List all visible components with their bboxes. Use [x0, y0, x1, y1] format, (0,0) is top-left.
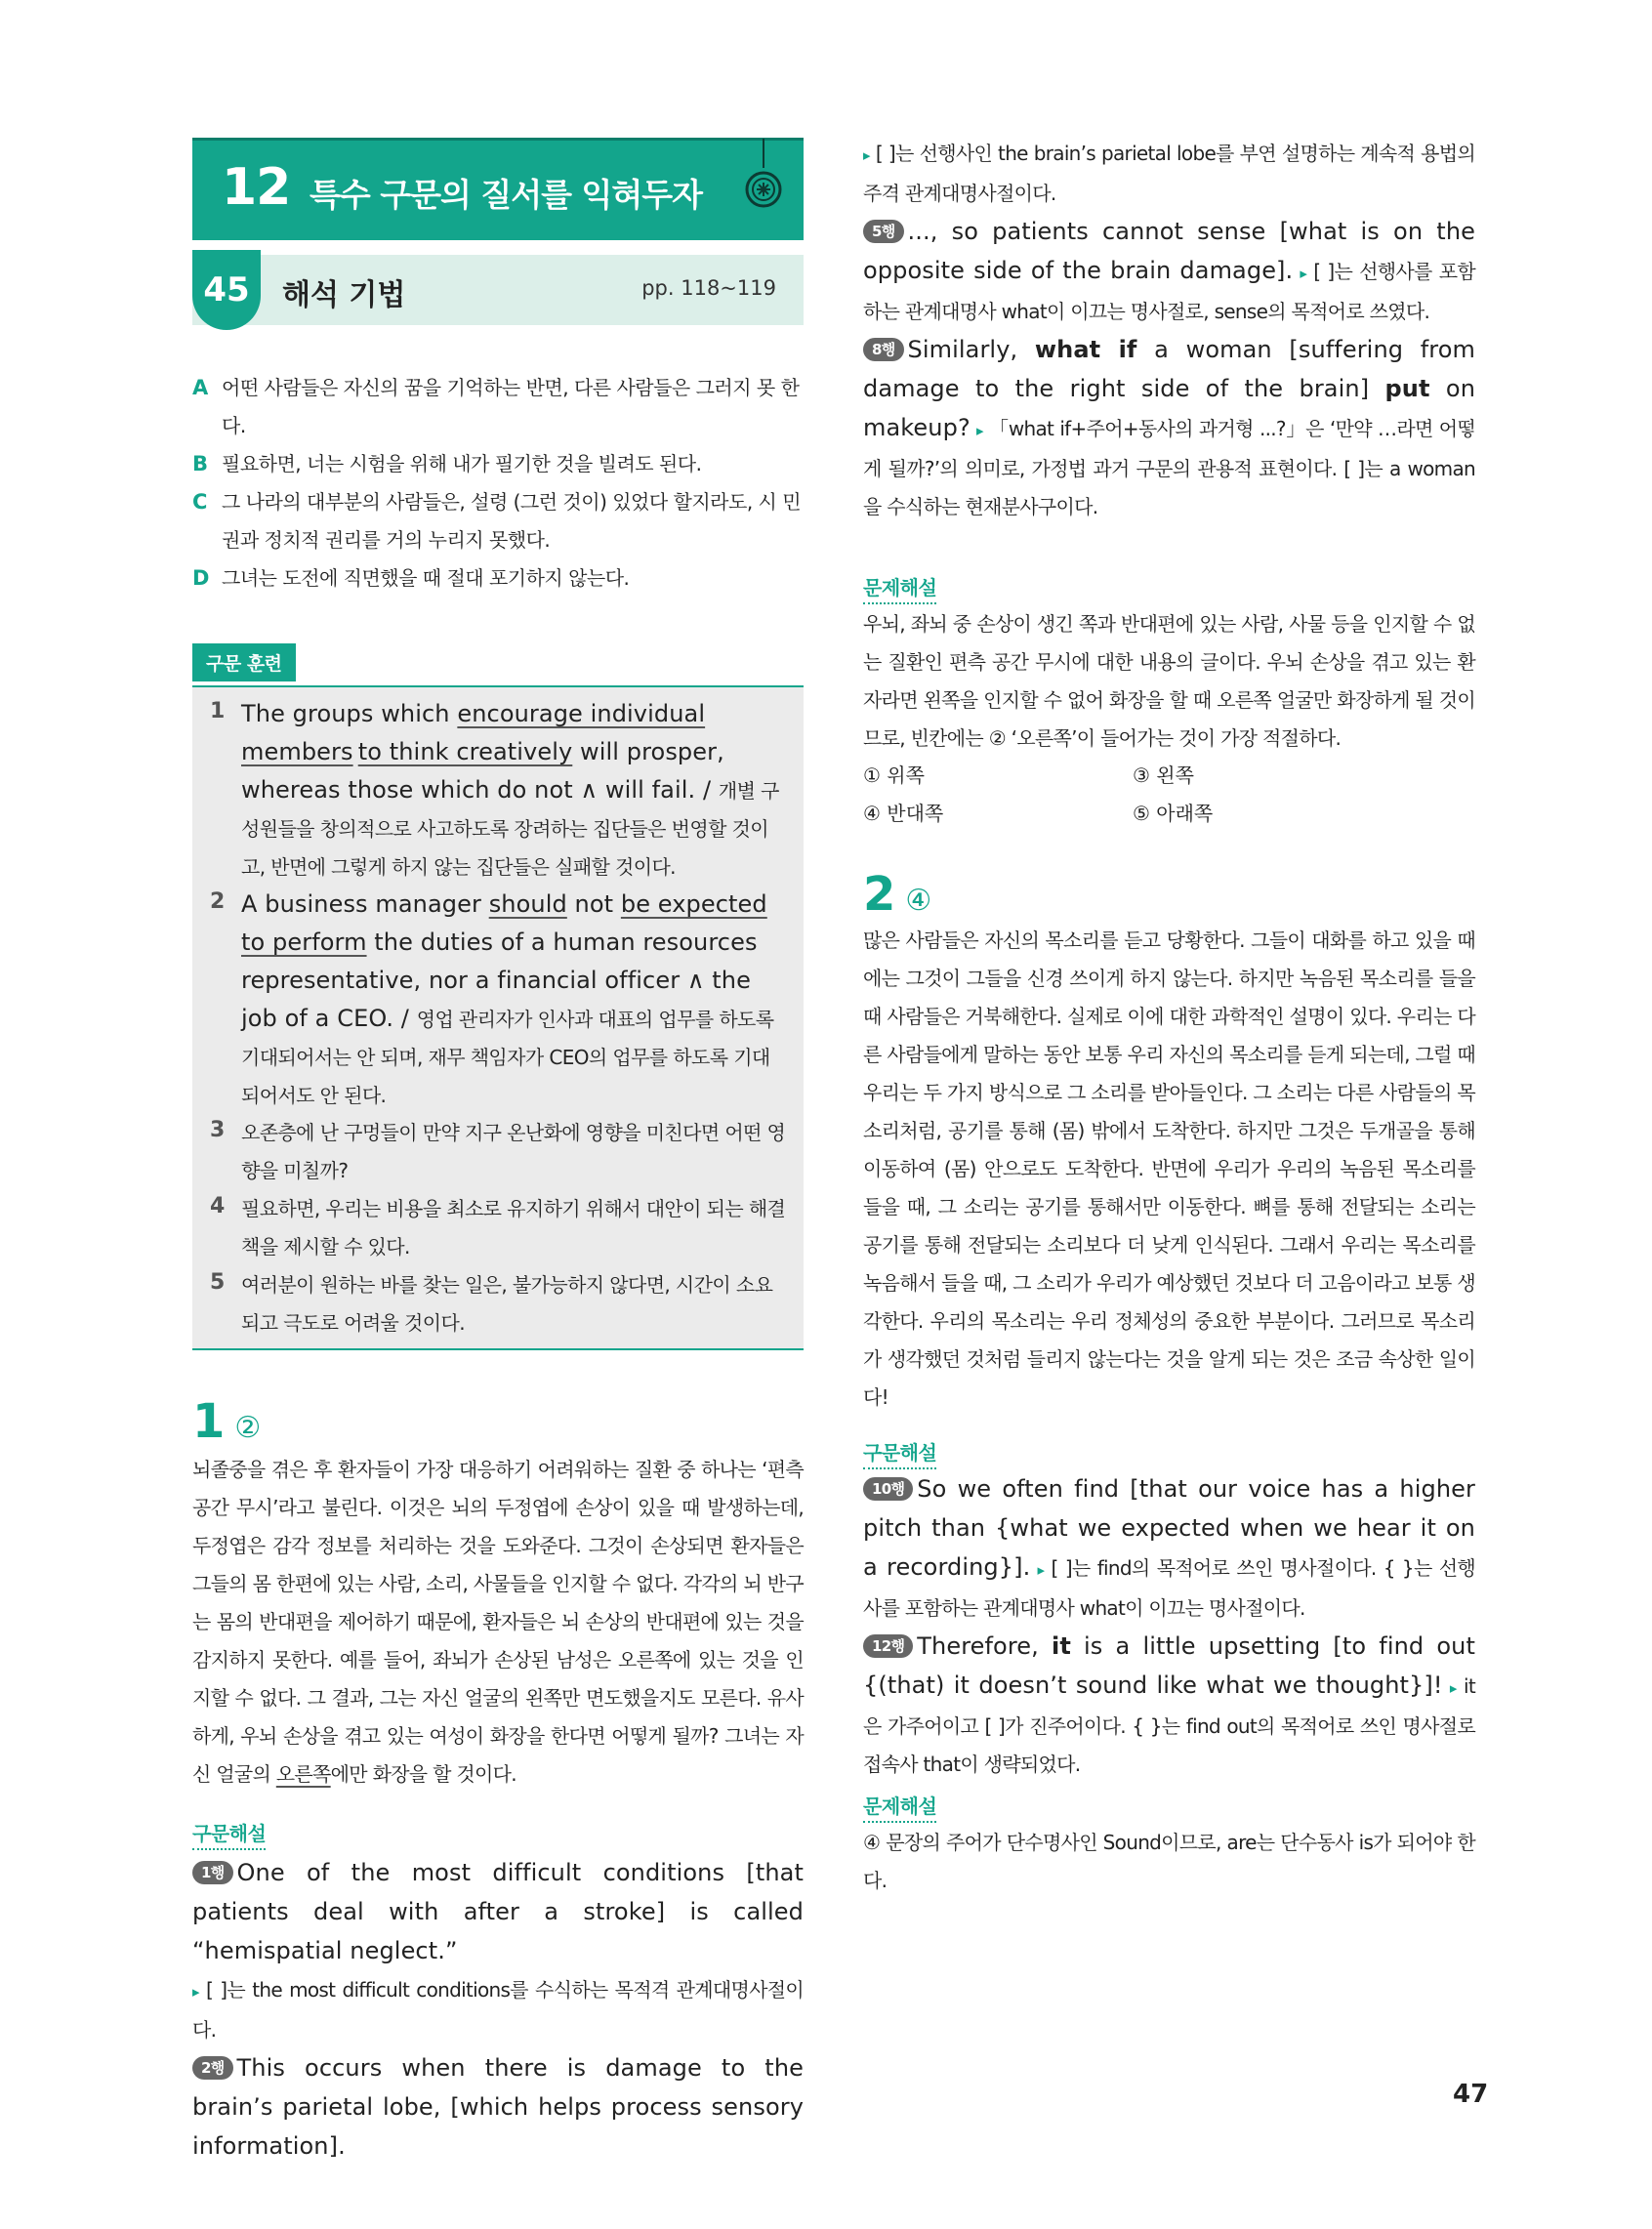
- translation-list: [192, 369, 804, 598]
- drill-box: [192, 685, 804, 1350]
- chapter-number: 12: [222, 158, 291, 217]
- q1-grammar-notes: 1행 One of the most difficult conditions [that patients deal with after a stroke] is called “hemispatial neglect.” ▸ [ ]는 the most difficult conditions를 수식하는 목적격 관계대명사절이다. 2행 This occurs when there is damage to the brain’s parietal lobe, [which helps process sensory information].: [192, 1859, 804, 2160]
- list-item: B 필요하면, 너는 시험을 위해 내가 필기한 것을 빌려도 된다.: [192, 452, 702, 475]
- option-1: ① 위쪽: [863, 764, 925, 787]
- q2-passage: 많은 사람들은 자신의 목소리를 듣고 당황한다. 그들이 대화를 하고 있을 때에는 그것이 그들을 신경 쓰이게 하지 않는다. 하지만 녹음된 목소리를 들을 때 사람들은 거북해한다. 실제로 이에 대한 과학적인 설명이 있다. 우리는 다른 사람들에게 말하는 동안 보통 우리 자신의 목소리를 듣게 되는데, 그럴 때 우리는 두 가지 방식으로 그 소리를 받아들인다. 그 소리는 다른 사람들의 목소리처럼, 공기를 통해 (몸) 밖에서 도착한다. 하지만 그것은 두개골을 통해 이동하여 (몸) 안으로도 도착한다. 반면에 우리가 우리의 녹음된 목소리를 들을 때, 그 소리는 공기를 통해서만 이동한다. 뼈를 통해 전달되는 소리는 공기를 통해 전달되는 소리보다 더 낮게 인식된다. 그래서 우리는 목소리를 녹음해서 들을 때, 그 소리가 우리가 예상했던 것보다 더 고음이라고 보통 생각한다. 우리의 목소리는 우리 정체성의 중요한 부분이다. 그러므로 목소리가 생각했던 것처럼 들리지 않는다는 것을 알게 되는 것은 조금 속상한 일이다!: [863, 929, 1475, 1409]
- list-item: 4 필요하면, 우리는 비용을 최소로 유지하기 위해서 대안이 되는 해결책을 제시할 수 있다.: [210, 1194, 786, 1259]
- unit-header: [192, 255, 804, 325]
- ornament-icon: [744, 139, 783, 231]
- list-item: C 그 나라의 대부분의 사람들은, 설령 (그런 것이) 있었다 할지라도, 시 민권과 정치적 권리를 거의 누리지 못했다.: [192, 490, 802, 552]
- option-3: ③ 왼쪽: [1133, 764, 1194, 787]
- list-item: A 어떤 사람들은 자신의 꿈을 기억하는 반면, 다른 사람들은 그러지 못 한다.: [192, 376, 800, 437]
- arrow-icon: ▸: [1300, 265, 1307, 282]
- list-item: 1 The groups which encourage individual members to think creatively will prosper, whereas those which do not ∧ will fail. / 개별 구성원들을 창의적으로 사고하도록 장려하는 집단들은 번영할 것이고, 반면에 그렇게 하지 않는 집단들은 실패할 것이다.: [210, 699, 779, 879]
- page-number: 47: [1453, 2080, 1489, 2109]
- list-item: D 그녀는 도전에 직면했을 때 절대 포기하지 않는다.: [192, 566, 630, 590]
- q1-passage: 뇌졸중을 겪은 후 환자들이 가장 대응하기 어려워하는 질환 중 하나는 ‘편측 공간 무시’라고 불린다. 이것은 뇌의 두정엽에 손상이 있을 때 발생하는데, 두정엽은 감각 정보를 처리하는 것을 도와준다. 그것이 손상되면 환자들은 그들의 몸 한편에 있는 사람, 소리, 사물들을 인지할 수 없다. 각각의 뇌 반구는 몸의 반대편을 제어하기 때문에, 환자들은 뇌 손상의 반대편에 있는 것을 감지하지 못한다. 예를 들어, 좌뇌가 손상된 남성은 오른쪽에 있는 것을 인지할 수 없다. 그 결과, 그는 자신 얼굴의 왼쪽만 면도했을지도 모른다. 유사하게, 우뇌 손상을 겪고 있는 여성이 화장을 한다면 어떻게 될까? 그녀는 자신 얼굴의 오른쪽에만 화장을 할 것이다.: [192, 1458, 804, 1786]
- arrow-icon: ▸: [863, 146, 870, 164]
- unit-number: 45: [192, 250, 261, 330]
- q1-grammar-notes-cont: ▸ [ ]는 선행사인 the brain’s parietal lobe를 부연 설명하는 계속적 용법의 주격 관계대명사절이다. 5행 ..., so patients cannot sense [what is on the opposite side of the brain damage]. ▸ [ ]는 선행사를 포함하는 관계대명사 what이 이끄는 명사절로, sense의 목적어로 쓰였다. 8행 Similarly, what if a woman [suffering from damage to the right side of the brain] put on makeup? ▸ 「what if+주어+동사의 과거형 ...?」은 ‘만약 …라면 어떻게 될까?’의 의미로, 가정법 과거 구문의 관용적 표현이다. [ ]는 a woman을 수식하는 현재분사구이다.: [863, 142, 1476, 518]
- list-item: 3 오존층에 난 구멍들이 만약 지구 온난화에 영향을 미친다면 어떤 영향을 미칠까?: [210, 1118, 786, 1182]
- unit-title: 해석 기법: [282, 278, 406, 312]
- answer-1: 1 ②: [192, 1394, 262, 1449]
- drill-label: 구문 훈련: [192, 643, 296, 681]
- q2-grammar-label: 구문해설: [863, 1437, 936, 1469]
- arrow-icon: ▸: [1449, 1679, 1457, 1697]
- list-item: 5 여러분이 원하는 바를 찾는 일은, 불가능하지 않다면, 시간이 소요되고 극도로 어려울 것이다.: [210, 1270, 773, 1335]
- q1-grammar-label: 구문해설: [192, 1818, 266, 1850]
- chapter-title: 특수 구문의 질서를 익혀두자: [310, 176, 703, 214]
- option-5: ⑤ 아래쪽: [1133, 802, 1214, 825]
- chapter-header: [192, 138, 804, 240]
- q2-solution-label: 문제해설: [863, 1791, 936, 1823]
- arrow-icon: ▸: [1037, 1561, 1045, 1579]
- arrow-icon: ▸: [192, 1983, 199, 2001]
- unit-pages: pp. 118~119: [641, 276, 776, 300]
- q2-grammar-notes: 10행 So we often find [that our voice has a higher pitch than {what we expected when we hear it on a recording}]. ▸ [ ]는 find의 목적어로 쓰인 명사절이다. { }는 선행사를 포함하는 관계대명사 what이 이끄는 명사절이다. 12행 Therefore, it is a little upsetting [to find out {(that) it doesn’t sound like what we thought}]! ▸ it은 가주어이고 [ ]가 진주어이다. { }는 find out의 목적어로 쓰인 명사절로 접속사 that이 생략되었다.: [863, 1475, 1475, 1776]
- answer-2: 2 ④: [863, 867, 932, 922]
- q1-solution: 우뇌, 좌뇌 중 손상이 생긴 쪽과 반대편에 있는 사람, 사물 등을 인지할 수 없는 질환인 편측 공간 무시에 대한 내용의 글이다. 우뇌 손상을 겪고 있는 환자라면 왼쪽을 인지할 수 없어 화장을 할 때 오른쪽 얼굴만 화장하게 될 것이므로, 빈칸에는 ② ‘오른쪽’이 들어가는 것이 가장 적절하다.: [863, 612, 1475, 750]
- option-4: ④ 반대쪽: [863, 802, 944, 825]
- list-item: 2 A business manager should not be expected to perform the duties of a human resources representative, nor a financial officer ∧ the job of a CEO. / 영업 관리자가 인사과 대표의 업무를 하도록 기대되어서는 안 되며, 재무 책임자가 CEO의 업무를 하도록 기대되어서도 안 된다.: [210, 889, 774, 1107]
- q1-solution-label: 문제해설: [863, 572, 936, 604]
- arrow-icon: ▸: [975, 422, 983, 439]
- q2-solution: ④ 문장의 주어가 단수명사인 Sound이므로, are는 단수동사 is가 되어야 한다.: [863, 1831, 1475, 1892]
